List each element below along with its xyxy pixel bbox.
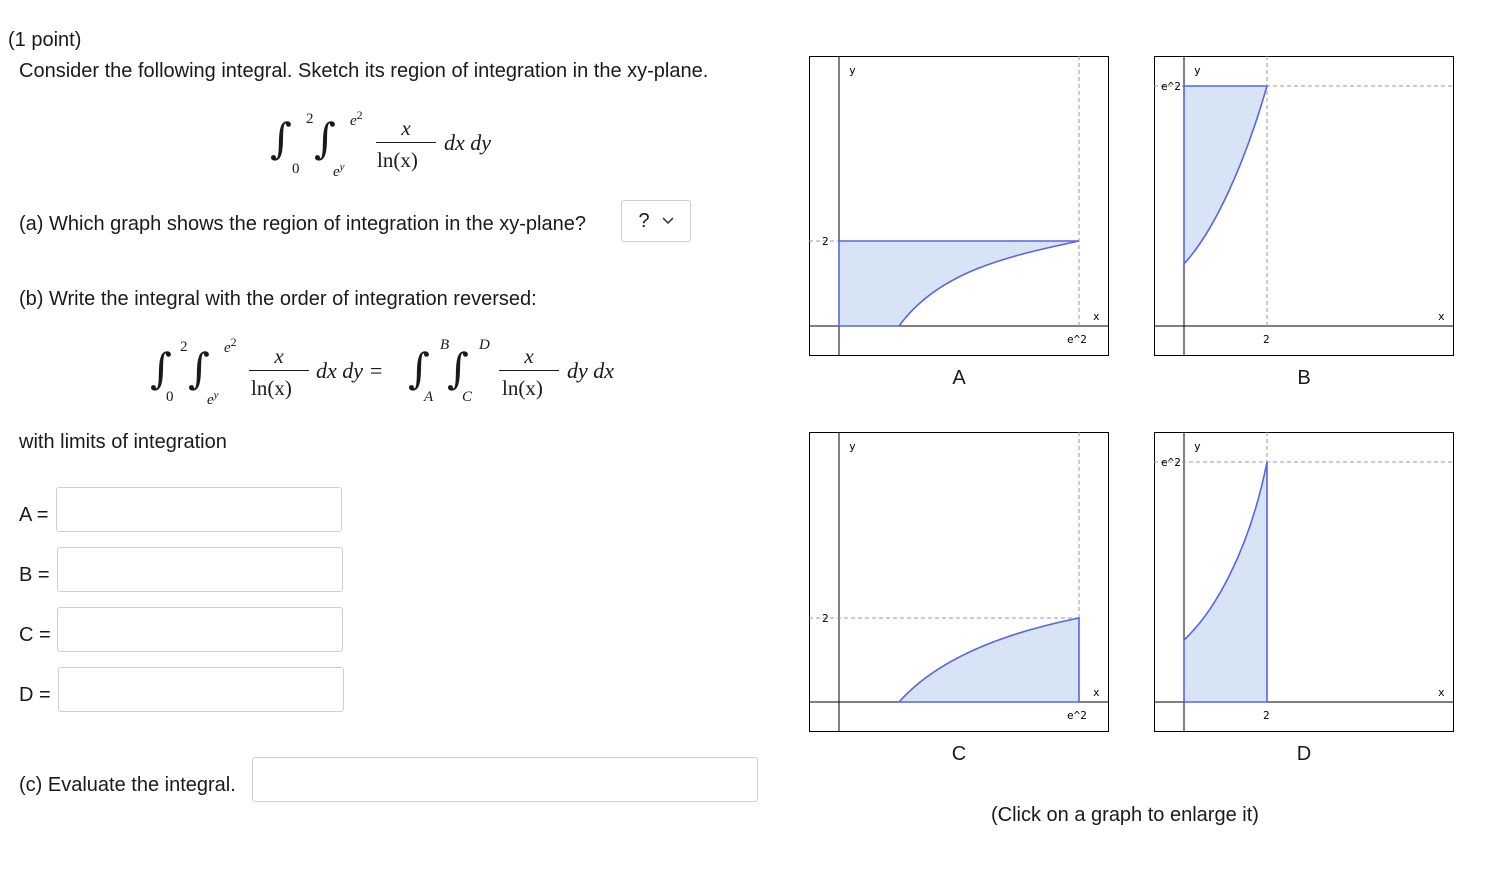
inner-lower-limit <box>333 160 345 180</box>
lhs-outer-integral-sign: ∫ <box>150 344 172 393</box>
rhs-outer-integral-sign: ∫ <box>408 344 430 393</box>
inner-integral-sign: ∫ <box>314 114 336 163</box>
field-b-label: B = <box>19 564 50 586</box>
lhs-inner-upper-limit <box>224 335 237 356</box>
rhs-numerator: x <box>524 344 534 368</box>
denominator: ln(x) <box>377 148 418 172</box>
lhs-inner-lower-exp: y <box>213 389 219 401</box>
x-tick-label: 2 <box>1263 709 1270 722</box>
y-axis-label: y <box>1194 64 1201 77</box>
y-axis-label: y <box>849 64 856 77</box>
chevron-down-icon <box>662 217 674 225</box>
lhs-outer-upper-limit: 2 <box>180 339 188 355</box>
graph-c[interactable] <box>809 432 1109 732</box>
rhs-inner-upper-limit <box>479 338 490 353</box>
inner-upper-exp: 2 <box>356 108 363 122</box>
rhs-inner-integral-sign: ∫ <box>447 344 469 393</box>
evaluate-integral-input[interactable] <box>252 757 758 802</box>
field-c-label: C = <box>19 624 51 646</box>
rhs-fraction-bar <box>499 370 559 371</box>
lhs-inner-lower-limit <box>207 388 219 408</box>
y-tick-label: 2 <box>822 612 829 625</box>
rhs-differentials: dy dx <box>567 358 615 383</box>
lhs-inner-upper-base: e <box>224 340 231 356</box>
part-a-prompt: (a) Which graph shows the region of integration in the xy-plane? <box>19 213 586 235</box>
y-axis-label: y <box>849 440 856 453</box>
integral-expression <box>270 100 530 180</box>
dropdown-value: ? <box>638 209 650 232</box>
inner-upper-base: e <box>350 113 357 129</box>
y-tick-label: e^2 <box>1161 456 1181 469</box>
graph-a-plot <box>809 56 1109 356</box>
graph-a-label: A <box>952 367 966 389</box>
limit-c-input[interactable] <box>57 607 343 652</box>
outer-upper-limit: 2 <box>306 111 314 127</box>
lhs-outer-lower-limit: 0 <box>166 389 174 405</box>
x-axis-label: x <box>1438 310 1445 323</box>
question-intro: Consider the following integral. Sketch its region of integration in the xy-plane. <box>19 60 709 82</box>
graph-b-label: B <box>1297 367 1311 389</box>
rhs-inner-lower-limit <box>462 390 472 405</box>
field-a-label: A = <box>19 504 49 526</box>
points-label: (1 point) <box>8 29 82 51</box>
x-axis-label: x <box>1438 686 1445 699</box>
y-tick-label: 2 <box>822 235 829 248</box>
y-tick-label: e^2 <box>1161 80 1181 93</box>
x-axis-label: x <box>1093 686 1100 699</box>
limit-d-input[interactable] <box>58 667 344 712</box>
rhs-inner-lower-text: C <box>462 389 473 405</box>
rhs-outer-lower-limit <box>424 390 433 405</box>
reversed-integral-expression <box>150 330 640 410</box>
numerator: x <box>401 116 411 140</box>
x-tick-label: e^2 <box>1067 333 1087 346</box>
part-c-prompt: (c) Evaluate the integral. <box>19 774 236 796</box>
limit-a-input[interactable] <box>56 487 342 532</box>
graph-b-plot <box>1154 56 1454 356</box>
rhs-outer-lower-text: A <box>424 389 434 405</box>
x-tick-label: 2 <box>1263 333 1270 346</box>
graph-c-label: C <box>951 743 967 765</box>
field-d-label: D = <box>19 684 51 706</box>
inner-lower-base: e <box>333 164 340 180</box>
graph-d-plot <box>1154 432 1454 732</box>
lhs-numerator: x <box>274 344 284 368</box>
region-select-dropdown[interactable] <box>621 200 691 242</box>
outer-lower-limit: 0 <box>292 161 300 177</box>
graph-d-label: D <box>1296 743 1312 765</box>
lhs-inner-upper-exp: 2 <box>230 335 237 349</box>
rhs-inner-upper-text: D <box>479 337 490 353</box>
graph-c-plot <box>809 432 1109 732</box>
fraction-bar <box>376 142 436 143</box>
rhs-outer-upper-text: B <box>440 337 450 353</box>
part-b-prompt: (b) Write the integral with the order of integration reversed: <box>19 288 537 310</box>
lhs-inner-integral-sign: ∫ <box>188 344 210 393</box>
lhs-inner-lower-base: e <box>207 392 214 408</box>
outer-integral-sign: ∫ <box>270 114 292 163</box>
limits-label: with limits of integration <box>19 431 227 453</box>
lhs-differentials: dx dy = <box>316 358 384 383</box>
lhs-denominator: ln(x) <box>251 376 292 400</box>
limit-b-input[interactable] <box>57 547 343 592</box>
graph-b[interactable] <box>1154 56 1454 356</box>
enlarge-hint: (Click on a graph to enlarge it) <box>991 804 1259 826</box>
x-tick-label: e^2 <box>1067 709 1087 722</box>
inner-upper-limit <box>350 108 363 129</box>
graph-a[interactable] <box>809 56 1109 356</box>
inner-lower-exp: y <box>339 161 345 173</box>
differentials: dx dy <box>444 130 492 155</box>
graph-d[interactable] <box>1154 432 1454 732</box>
lhs-fraction-bar <box>249 370 309 371</box>
rhs-denominator: ln(x) <box>502 376 543 400</box>
x-axis-label: x <box>1093 310 1100 323</box>
y-axis-label: y <box>1194 440 1201 453</box>
